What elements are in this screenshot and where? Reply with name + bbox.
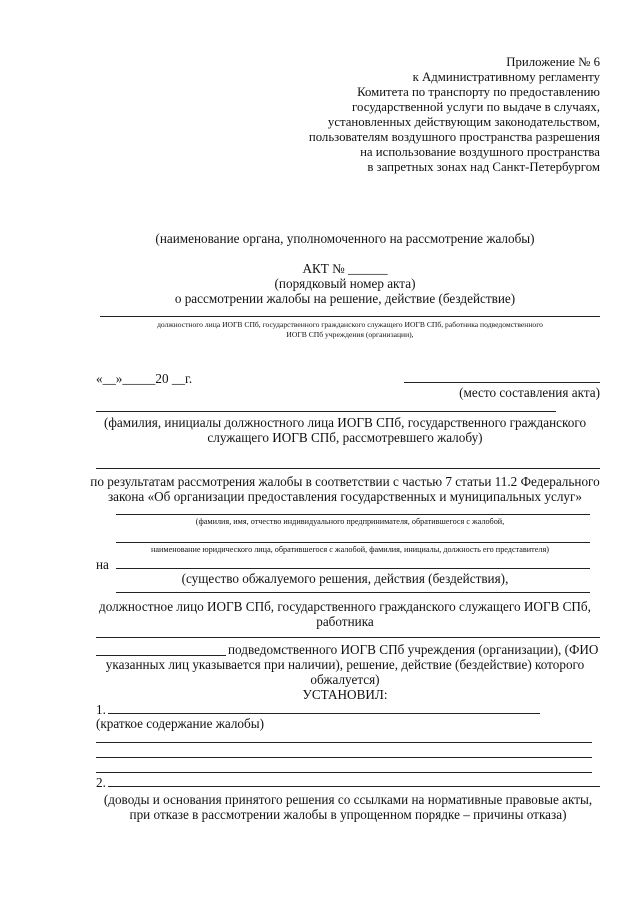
act-subject: о рассмотрении жалобы на решение, действие (бездействие): [174, 291, 516, 306]
item1-extra-line: [96, 772, 592, 773]
official-caption: должностного лица ИОГВ СПб, государственного гражданского служащего ИОГВ СПб, работника подведомственного: [157, 320, 543, 329]
fio-note: указанных лиц указывается при наличии), решение, действие (бездействие) которого: [105, 657, 585, 672]
act-title: АКТ № ______: [302, 261, 388, 276]
worker-line: [96, 637, 600, 638]
appendix-line: государственной услуги по выдаче в случаях,: [352, 100, 600, 114]
item1-number: 1.: [96, 702, 106, 717]
appendix-line: на использование воздушного пространства: [360, 145, 600, 159]
item1-extra-line: [96, 757, 592, 758]
authority-caption: (наименование органа, уполномоченного на рассмотрение жалобы): [155, 231, 535, 246]
basis-text: по результатам рассмотрения жалобы в соответствии с частью 7 статьи 11.2 Федерального: [90, 474, 600, 489]
appendix-line: пользователям воздушного пространства разрешения: [308, 130, 600, 144]
appendix-line: Приложение № 6: [506, 55, 600, 69]
item2-line: [108, 786, 600, 787]
item2-caption: (доводы и основания принятого решения со ссылками на нормативные правовые акты,: [103, 792, 593, 807]
applicant-line: [116, 514, 590, 515]
basis-text: закона «Об организации предоставления государственных и муниципальных услуг»: [107, 489, 583, 504]
official-line: [100, 316, 600, 317]
decision-line: [116, 568, 590, 569]
worker-text: работника: [316, 614, 374, 629]
item1-extra-line: [96, 742, 592, 743]
item1-line: [108, 713, 540, 714]
appendix-line: Комитета по транспорту по предоставлению: [357, 85, 600, 99]
act-date: «__»_____20 __г.: [96, 371, 193, 386]
official-ref-text: должностное лицо ИОГВ СПб, государственного гражданского служащего ИОГВ СПб,: [99, 599, 591, 614]
appendix-header: [0, 0, 600, 180]
legal-entity-caption: наименование юридического лица, обратившегося с жалобой, фамилия, инициалы, должность его представителя): [151, 545, 549, 554]
appendix-line: к Административному регламенту: [412, 70, 600, 84]
reviewer-line: [96, 411, 556, 412]
act-number-caption: (порядковый номер акта): [274, 276, 416, 291]
established-title: УСТАНОВИЛ:: [302, 687, 388, 702]
appealed-text: обжалуется): [310, 672, 380, 687]
item1-caption: (краткое содержание жалобы): [96, 716, 264, 731]
official-caption: ИОГВ СПб учреждения (организации),: [286, 330, 414, 339]
basis-line: [96, 468, 600, 469]
reviewer-caption: (фамилия, инициалы должностного лица ИОГВ СПб, государственного гражданского: [103, 415, 587, 430]
appendix-line: в запретных зонах над Санкт-Петербургом: [367, 160, 600, 174]
place-line: [404, 382, 600, 383]
on-prefix: на: [96, 557, 109, 572]
applicant-caption: (фамилия, имя, отчество индивидуального предпринимателя, обратившегося с жалобой,: [195, 517, 505, 526]
appendix-line: установленных действующим законодательством,: [327, 115, 600, 129]
place-caption: (место составления акта): [459, 385, 600, 400]
subordinate-text: подведомственного ИОГВ СПб учреждения (организации), (ФИО: [228, 642, 599, 657]
legal-entity-line: [116, 542, 590, 543]
item2-caption: при отказе в рассмотрении жалобы в упрощенном порядке – причины отказа): [129, 807, 567, 822]
worker-name-line: [96, 655, 226, 656]
official-ref-line: [116, 592, 590, 593]
reviewer-caption: служащего ИОГВ СПб, рассмотревшего жалобу): [207, 430, 483, 445]
decision-caption: (существо обжалуемого решения, действия (бездействия),: [181, 571, 509, 586]
item2-number: 2.: [96, 775, 106, 790]
